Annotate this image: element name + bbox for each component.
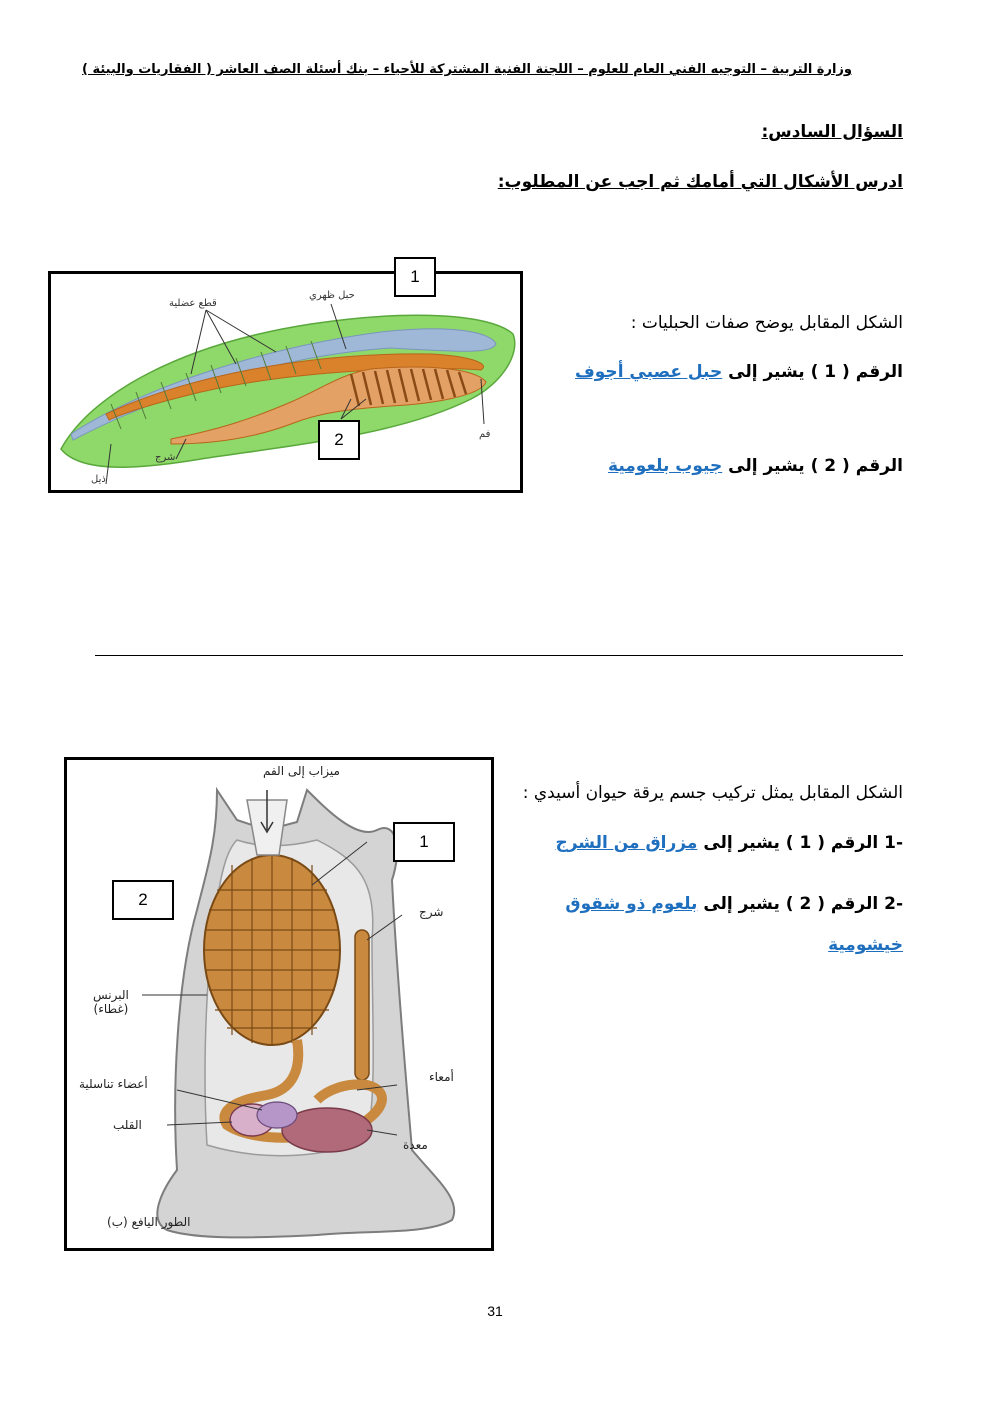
- label-tunic: البرنس (غطاء): [93, 988, 129, 1016]
- section2-item-2-continued: [828, 935, 903, 955]
- page-number: 31: [487, 1303, 503, 1319]
- label-anus: شرج: [155, 452, 176, 463]
- section2-item-1-answer: مزراق من الشرج: [555, 833, 698, 853]
- label-gonads: أعضاء تناسلية: [79, 1077, 148, 1091]
- label-heart: القلب: [113, 1118, 142, 1132]
- section2-item-2-prefix: -2 الرقم ( 2 ) يشير إلى: [697, 894, 903, 914]
- section2-item-1: [555, 833, 903, 853]
- label-muscle-segments: قطع عضلية: [169, 298, 217, 309]
- label-intestine: أمعاء: [429, 1070, 454, 1084]
- label-tail: ذيل: [91, 474, 106, 485]
- amphioxus-figure: [48, 271, 523, 493]
- section1-item-1: [575, 362, 903, 382]
- section1-item-2-answer: جيوب بلعومية: [608, 456, 723, 476]
- label-anus-2: شرج: [419, 905, 444, 919]
- section2-item-2: [565, 894, 903, 914]
- label-siphon-mouth: ميزاب إلى الفم: [263, 764, 340, 778]
- section1-caption: الشكل المقابل يوضح صفات الحبليات :: [630, 313, 903, 333]
- section2-caption: الشكل المقابل يمثل تركيب جسم يرقة حيوان أسيدي :: [522, 783, 903, 803]
- section1-item-2: [608, 456, 903, 476]
- section2-item-1-prefix: -1 الرقم ( 1 ) يشير إلى: [697, 833, 903, 853]
- label-stage: (ب) الطور اليافع: [107, 1215, 191, 1229]
- callout-box-1: 1: [394, 257, 436, 297]
- section2-item-2-answer: بلعوم ذو شقوق: [565, 894, 698, 914]
- section-divider: [95, 655, 903, 656]
- callout-box-2: 2: [318, 420, 360, 460]
- section1-item-2-prefix: الرقم ( 2 ) يشير إلى: [722, 456, 903, 476]
- callout-box-1: 1: [393, 822, 455, 862]
- page-header: وزارة التربية – التوجيه الفني العام للعلوم – اللجنة الفنية المشتركة للأحياء – بنك أسئلة الصف العاشر ( الفقاريات والبيئة ): [81, 62, 852, 77]
- question-instruction: ادرس الأشكال التي أمامك ثم اجب عن المطلوب:: [497, 172, 903, 192]
- callout-box-2: 2: [112, 880, 174, 920]
- section2-item-2-answer-cont: خيشومية: [828, 935, 903, 955]
- section1-item-1-prefix: الرقم ( 1 ) يشير إلى: [722, 362, 903, 382]
- label-dorsal-cord: حبل ظهري: [309, 290, 355, 301]
- label-mouth: فم: [479, 429, 491, 440]
- question-title: السؤال السادس:: [761, 122, 903, 142]
- section1-item-1-answer: حبل عصبي أجوف: [575, 362, 723, 382]
- amphioxus-diagram: [51, 274, 520, 490]
- label-stomach: معدة: [403, 1138, 428, 1152]
